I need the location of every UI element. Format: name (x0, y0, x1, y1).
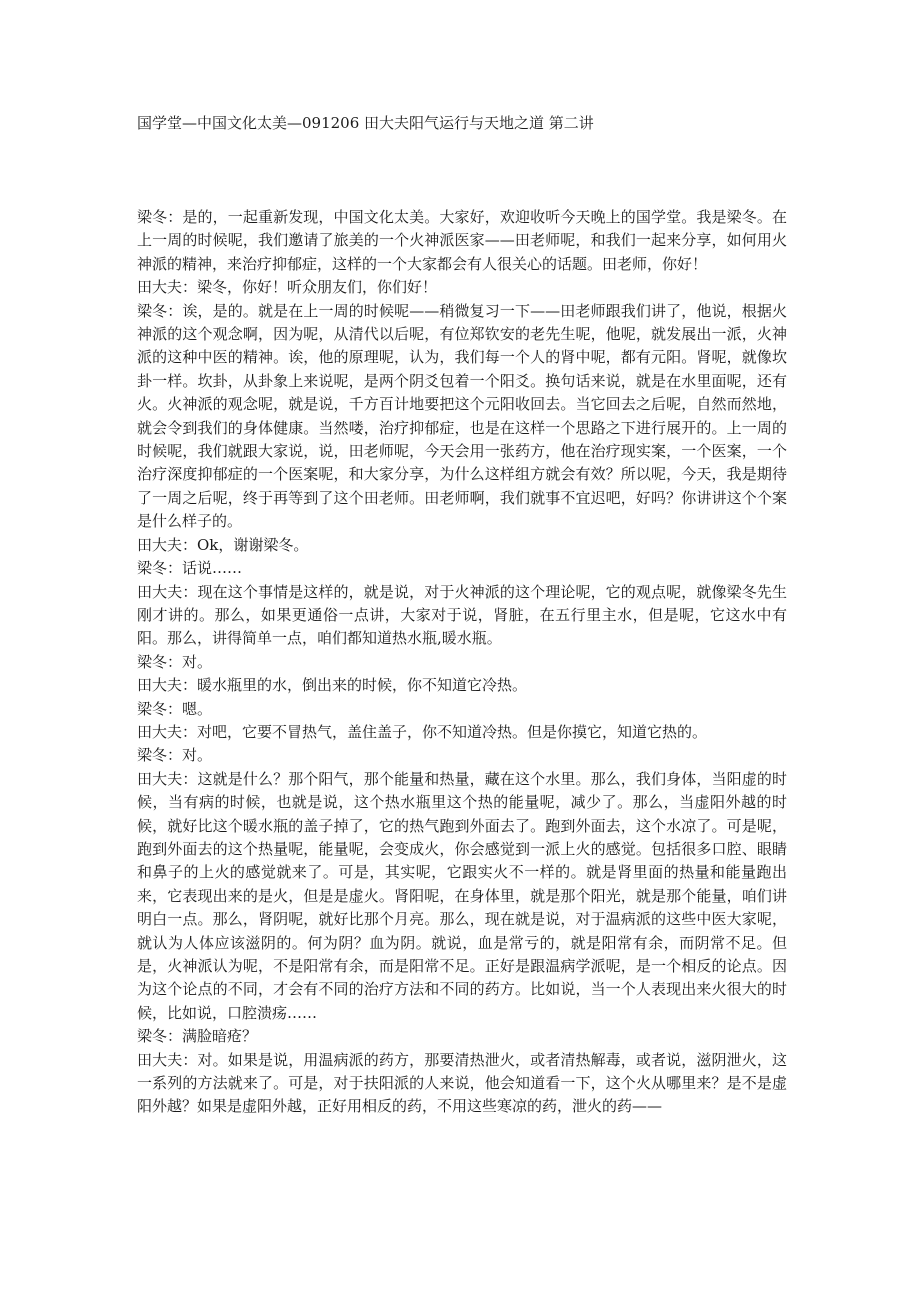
dialogue-paragraph: 田大夫：梁冬，你好！听众朋友们，你们好！ (137, 278, 438, 297)
dialogue-paragraph: 田大夫：这就是什么？那个阳气，那个能量和热量，藏在这个水里。那么，我们身体，当阳虚的时候，当有病的时候，也就是说，这个热水瓶里这个热的能量呢，减少了。那么，当虚阳外越的时候，就好比这个暖水瓶的盖子掉了，它的热气跑到外面去了。跑到外面去，这个水凉了。可是呢，跑到外面去的这个热量呢，能量呢，会变成火，你会感觉到一派上火的感觉。包括很多口腔、眼睛和鼻子的上火的感觉就来了。可是，其实呢，它跟实火不一样的。就是肾里面的热量和能量跑出来，它表现出来的是火，但是是虚火。肾阳呢，在身体里，就是那个阳光，就是那个能量，咱们讲明白一点。那么，肾阴呢，就好比那个月亮。那么，现在就是说，对于温病派的这些中医大家呢，就认为人体应该滋阴的。何为阴？血为阴。就说，血是常亏的，就是阳常有余，而阴常不足。但是，火神派认为呢，不是阳常有余，而是阳常不足。正好是跟温病学派呢，是一个相反的论点。因为这个论点的不同，才会有不同的治疗方法和不同的药方。比如说，当一个人表现出来火很大的时候，比如说，口腔溃疡…… (137, 769, 787, 1022)
dialogue-paragraph: 梁冬：诶，是的。就是在上一周的时候呢——稍微复习一下——田老师跟我们讲了，他说，根据火神派的这个观念啊，因为呢，从清代以后呢，有位郑钦安的老先生呢，他呢，就发展出一派，火神派的这种中医的精神。诶，他的原理呢，认为，我们每一个人的肾中呢，都有元阳。肾呢，就像坎卦一样。坎卦，从卦象上来说呢，是两个阴爻包着一个阳爻。换句话来说，就是在水里面呢，还有火。火神派的观念呢，就是说，千方百计地要把这个元阳收回去。当它回去之后呢，自然而然地，就会令到我们的身体健康。当然喽，治疗抑郁症，也是在这样一个思路之下进行展开的。上一周的时候呢，我们就跟大家说，说，田老师呢，今天会用一张药方，他在治疗现实案，一个医案，一个治疗深度抑郁症的一个医案呢，和大家分享，为什么这样组方就会有效？所以呢，今天，我是期待了一周之后呢，终于再等到了这个田老师。田老师啊，我们就事不宜迟吧，好吗？你讲讲这个个案是什么样子的。 (137, 301, 787, 531)
dialogue-paragraph: 梁冬：满脸暗疮？ (137, 1027, 258, 1046)
dialogue-paragraph: 田大夫：对。如果是说，用温病派的药方，那要清热泄火，或者清热解毒，或者说，滋阴泄火，这一系列的方法就来了。可是，对于扶阳派的人来说，他会知道看一下，这个火从哪里来？是不是虚阳外越？如果是虚阳外越，正好用相反的药，不用这些寒凉的药，泄火的药—— (137, 1050, 787, 1116)
dialogue-paragraph: 梁冬：对。 (137, 746, 213, 765)
dialogue-paragraph: 梁冬：对。 (137, 652, 213, 671)
dialogue-paragraph: 田大夫：暖水瓶里的水，倒出来的时候，你不知道它冷热。 (137, 676, 528, 695)
document-title: 国学堂—中国文化太美—091206 田大夫阳气运行与天地之道 第二讲 (137, 114, 594, 132)
dialogue-paragraph: 田大夫：现在这个事情是这样的，就是说，对于火神派的这个理论呢，它的观点呢，就像梁冬先生刚才讲的。那么，如果更通俗一点讲，大家对于说，肾脏，在五行里主水，但是呢，它这水中有阳。那么，讲得简单一点，咱们都知道热水瓶,暖水瓶。 (137, 582, 787, 648)
document-body (137, 206, 787, 1119)
dialogue-paragraph: 梁冬：嗯。 (137, 699, 213, 718)
dialogue-paragraph: 田大夫：对吧，它要不冒热气，盖住盖子，你不知道冷热。但是你摸它，知道它热的。 (137, 722, 708, 741)
dialogue-paragraph: 梁冬：话说…… (137, 559, 243, 578)
dialogue-paragraph: 梁冬：是的，一起重新发现，中国文化太美。大家好，欢迎收听今天晚上的国学堂。我是梁冬。在上一周的时候呢，我们邀请了旅美的一个火神派医家——田老师呢，和我们一起来分享，如何用火神派的精神，来治疗抑郁症，这样的一个大家都会有人很关心的话题。田老师，你好！ (137, 208, 787, 273)
dialogue-paragraph: 田大夫：Ok，谢谢梁冬。 (137, 535, 309, 554)
